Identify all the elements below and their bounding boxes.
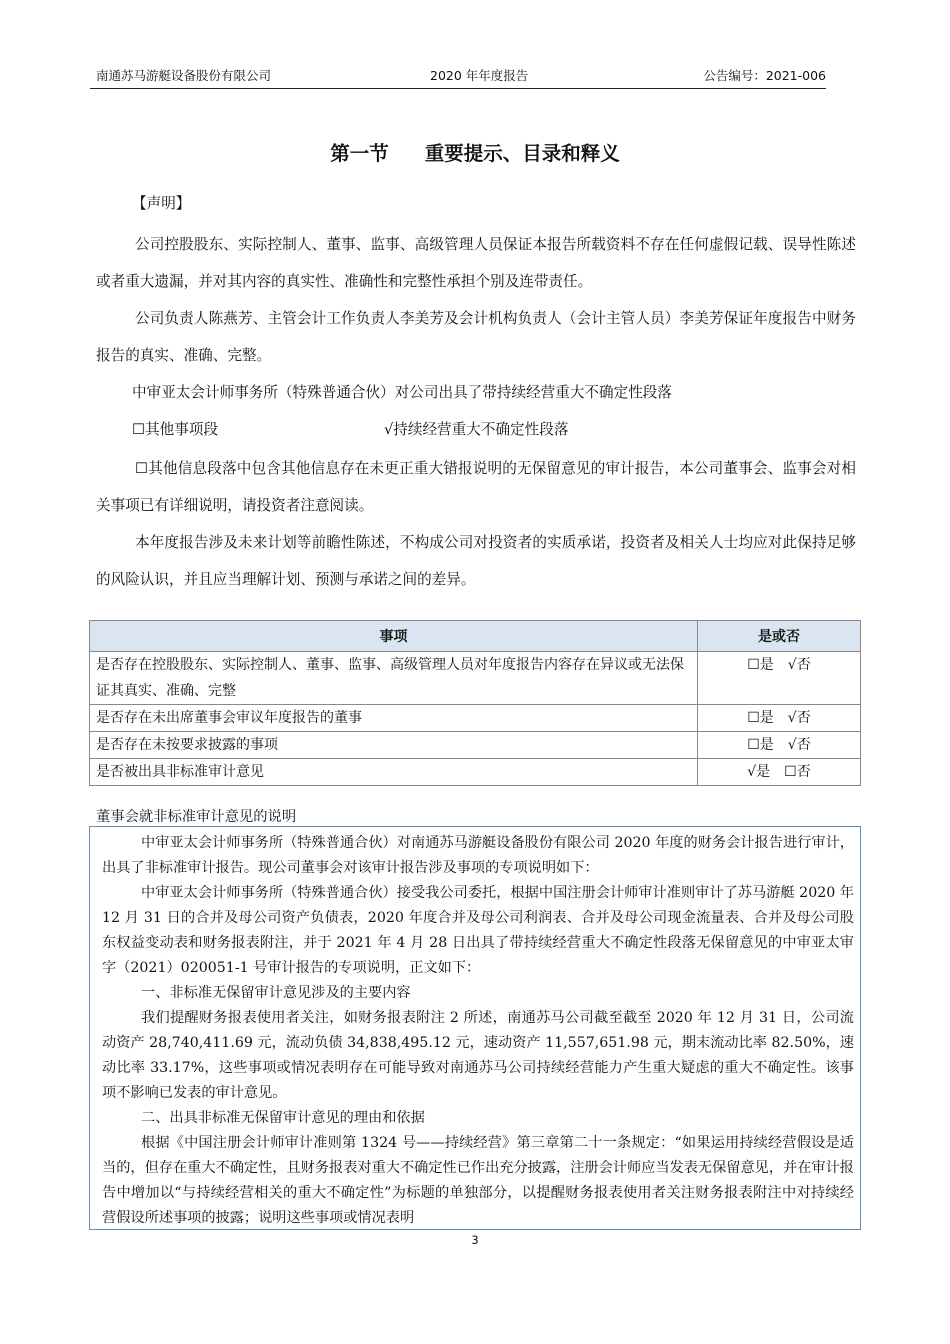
board-heading-reasons: 二、出具非标准无保留审计意见的理由和依据 [141,1110,425,1126]
table-row [90,705,861,732]
header-yes-no: 是或否 [698,621,861,652]
statement-label: 【声明】 [132,195,191,212]
section-name: 重要提示、目录和释义 [424,142,620,165]
row-matter: 是否存在未按要求披露的事项 [90,732,698,759]
row-answer: ☐是 √否 [698,705,861,732]
row-matter: 是否被出具非标准审计意见 [90,759,698,786]
table-row [90,732,861,759]
header-notice-number: 公告编号：2021-006 [703,68,826,83]
row-answer: ☐是 √否 [698,732,861,759]
board-paragraph-audit: 中审亚太会计师事务所（特殊普通合伙）接受我公司委托，根据中国注册会计师审计准则审计了苏马游艇 2020 年 12 月 31 日的合并及母公司资产负债表，2020 年度合并及母公司利润表、合并及母公司现金流量表、合并及母公司股东权益变动表和财务报表附注，并于 2021 年 4 月 28 日出具了带持续经营重大不确定性段落无保留意见的中审亚太审字（2021）020051-1 号审计报告的专项说明，正文如下： [102,885,854,976]
paragraph-responsibility: 公司控股股东、实际控制人、董事、监事、高级管理人员保证本报告所载资料不存在任何虚假记载、误导性陈述或者重大遗漏，并对其内容的真实性、准确性和完整性承担个别及连带责任。 [96,236,856,290]
row-answer: ☐是 √否 [698,652,861,705]
option-going-concern: √持续经营重大不确定性段落 [384,421,569,438]
board-paragraph-going-concern: 我们提醒财务报表使用者关注，如财务报表附注 2 所述，南通苏马公司截至截至 2020 年 12 月 31 日，公司流动资产 28,740,411.69 元，流动负债 34,838,495.12 元，速动资产 11,557,651.98 元，期末流动比率 82.50%，速动比率 33.17%，这些事项或情况表明存在可能导致对南通苏马公司持续经营能力产生重大疑虑的重大不确定性。该事项不影响已发表的审计意见。 [102,1010,854,1101]
header-matter: 事项 [90,621,698,652]
paragraph-auditor: 中审亚太会计师事务所（特殊普通合伙）对公司出具了带持续经营重大不确定性段落 [132,384,672,401]
paragraph-financial-guarantee: 公司负责人陈燕芳、主管会计工作负责人李美芳及会计机构负责人（会计主管人员）李美芳保证年度报告中财务报告的真实、准确、完整。 [96,310,856,364]
section-number: 第一节 [330,142,389,165]
option-other-matters: ☐其他事项段 [132,421,219,438]
table-header-row [90,621,861,652]
table-row [90,759,861,786]
board-paragraph-basis: 根据《中国注册会计师审计准则第 1324 号——持续经营》第三章第二十一条规定：“如果运用持续经营假设是适当的，但存在重大不确定性，且财务报表对重大不确定性已作出充分披露，注册会计师应当发表无保留意见，并在审计报告中增加以“与持续经营相关的重大不确定性”为标题的单独部分，以提醒财务报表使用者关注财务报表附注中对持续经营假设所述事项的披露；说明这些事项或情况表明 [102,1135,854,1226]
row-matter: 是否存在控股股东、实际控制人、董事、监事、高级管理人员对年度报告内容存在异议或无法保证其真实、准确、完整 [90,652,698,705]
page-header [90,64,826,89]
confirmation-table [89,620,861,786]
header-report-title: 2020 年年度报告 [430,68,529,83]
board-explanation-box [89,826,861,1230]
paragraph-forward-looking: 本年度报告涉及未来计划等前瞻性陈述，不构成公司对投资者的实质承诺，投资者及相关人士均应对此保持足够的风险认识，并且应当理解计划、预测与承诺之间的差异。 [96,534,856,588]
section-title [0,138,950,166]
paragraph-other-information: ☐其他信息段落中包含其他信息存在未更正重大错报说明的无保留意见的审计报告，本公司董事会、监事会对相关事项已有详细说明，请投资者注意阅读。 [96,460,856,514]
table-row [90,652,861,705]
board-heading-main-content: 一、非标准无保留审计意见涉及的主要内容 [141,985,411,1001]
header-company: 南通苏马游艇设备股份有限公司 [96,68,272,83]
page-number: 3 [471,1233,479,1247]
board-explanation-label: 董事会就非标准审计意见的说明 [96,809,297,825]
row-answer: √是 ☐否 [698,759,861,786]
board-paragraph-intro: 中审亚太会计师事务所（特殊普通合伙）对南通苏马游艇设备股份有限公司 2020 年度的财务会计报告进行审计，出具了非标准审计报告。现公司董事会对该审计报告涉及事项的专项说明如下： [102,835,854,876]
row-matter: 是否存在未出席董事会审议年度报告的董事 [90,705,698,732]
